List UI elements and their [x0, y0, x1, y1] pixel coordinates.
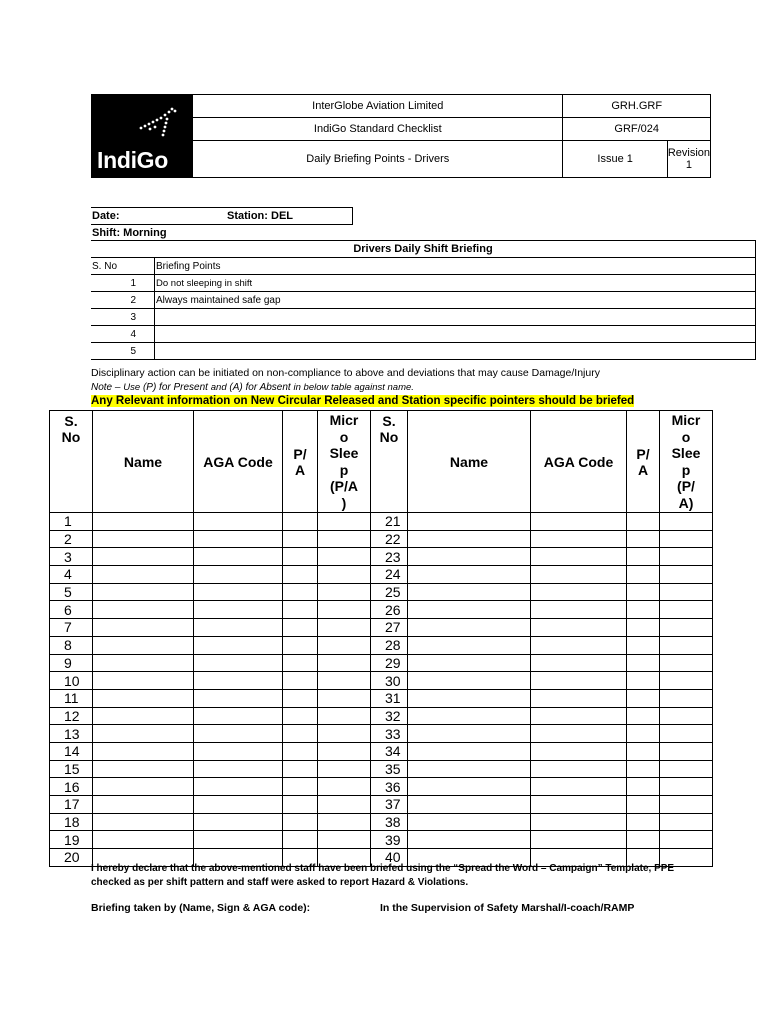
- aga-code-cell[interactable]: [194, 530, 283, 548]
- pa-cell[interactable]: [283, 513, 318, 531]
- micro-sleep-cell[interactable]: [318, 601, 371, 619]
- micro-sleep-cell[interactable]: [660, 725, 713, 743]
- micro-sleep-cell[interactable]: [660, 672, 713, 690]
- name-cell[interactable]: [408, 548, 531, 566]
- table-row: [91, 292, 756, 309]
- table-row: [50, 513, 713, 531]
- name-cell[interactable]: [93, 583, 194, 601]
- issue-number: Issue 1: [563, 141, 667, 178]
- row-number: 27: [371, 619, 408, 637]
- aga-code-cell[interactable]: [531, 636, 627, 654]
- row-number: 13: [50, 725, 93, 743]
- row-number: 26: [371, 601, 408, 619]
- aga-code-cell[interactable]: [531, 530, 627, 548]
- row-number: 5: [50, 583, 93, 601]
- pa-cell[interactable]: [283, 813, 318, 831]
- micro-sleep-cell[interactable]: [660, 654, 713, 672]
- aga-code-cell[interactable]: [194, 548, 283, 566]
- aga-code-cell[interactable]: [531, 778, 627, 796]
- row-number: 20: [50, 849, 93, 867]
- col-header-name: Name: [408, 411, 531, 513]
- note-label: Note –: [91, 382, 121, 393]
- micro-sleep-cell[interactable]: [318, 654, 371, 672]
- aga-code-cell[interactable]: [531, 689, 627, 707]
- declaration-line-2: checked as per shift pattern and staff were asked to report Hazard & Violations.: [91, 877, 469, 888]
- form-number: GRF/024: [563, 118, 711, 141]
- row-number: 21: [371, 513, 408, 531]
- aga-code-cell[interactable]: [531, 654, 627, 672]
- pa-cell[interactable]: [627, 566, 660, 584]
- briefing-row-text: Do not sleeping in shift: [155, 275, 756, 292]
- row-number: 29: [371, 654, 408, 672]
- aga-code-cell[interactable]: [194, 831, 283, 849]
- name-cell[interactable]: [93, 796, 194, 814]
- row-number: 19: [50, 831, 93, 849]
- shift-label: Shift: Morning: [91, 225, 353, 242]
- pa-cell[interactable]: [283, 760, 318, 778]
- name-cell[interactable]: [408, 707, 531, 725]
- aga-code-cell[interactable]: [194, 672, 283, 690]
- micro-sleep-cell[interactable]: [660, 707, 713, 725]
- micro-sleep-cell[interactable]: [660, 760, 713, 778]
- briefing-col-points: Briefing Points: [155, 258, 756, 275]
- aga-code-cell[interactable]: [531, 566, 627, 584]
- row-number: 12: [50, 707, 93, 725]
- name-cell[interactable]: [408, 601, 531, 619]
- row-number: 11: [50, 689, 93, 707]
- row-number: 40: [371, 849, 408, 867]
- name-cell[interactable]: [93, 707, 194, 725]
- name-cell[interactable]: [408, 636, 531, 654]
- pa-cell[interactable]: [283, 796, 318, 814]
- table-row: [50, 742, 713, 760]
- row-number: 33: [371, 725, 408, 743]
- aga-code-cell[interactable]: [194, 796, 283, 814]
- station-label: Station: DEL: [226, 208, 353, 225]
- micro-sleep-cell[interactable]: [660, 796, 713, 814]
- pa-cell[interactable]: [627, 796, 660, 814]
- aga-code-cell[interactable]: [194, 601, 283, 619]
- micro-sleep-cell[interactable]: [660, 742, 713, 760]
- table-row: [50, 760, 713, 778]
- micro-sleep-cell[interactable]: [318, 566, 371, 584]
- row-number: 32: [371, 707, 408, 725]
- micro-sleep-cell[interactable]: [660, 583, 713, 601]
- pa-cell[interactable]: [283, 778, 318, 796]
- name-cell[interactable]: [93, 619, 194, 637]
- pa-cell[interactable]: [283, 636, 318, 654]
- col-header-micro-sleep: Micr o Slee p (P/ A): [660, 411, 713, 513]
- col-header-micro-sleep: Micr o Slee p (P/A ): [318, 411, 371, 513]
- aga-code-cell[interactable]: [531, 672, 627, 690]
- row-number: 2: [50, 530, 93, 548]
- row-number: 18: [50, 813, 93, 831]
- aga-code-cell[interactable]: [531, 831, 627, 849]
- table-row: [50, 707, 713, 725]
- row-number: 9: [50, 654, 93, 672]
- name-cell[interactable]: [93, 742, 194, 760]
- name-cell[interactable]: [93, 725, 194, 743]
- pa-cell[interactable]: [283, 831, 318, 849]
- briefing-row-number: 3: [91, 309, 155, 326]
- aga-code-cell[interactable]: [194, 813, 283, 831]
- name-cell[interactable]: [93, 601, 194, 619]
- row-number: 8: [50, 636, 93, 654]
- name-cell[interactable]: [408, 513, 531, 531]
- table-row: [50, 601, 713, 619]
- row-number: 24: [371, 566, 408, 584]
- micro-sleep-cell[interactable]: [660, 601, 713, 619]
- aga-code-cell[interactable]: [194, 725, 283, 743]
- table-row: [50, 619, 713, 637]
- supervision-label: In the Supervision of Safety Marshal/I-coach/RAMP: [380, 902, 635, 914]
- row-number: 23: [371, 548, 408, 566]
- briefing-row-number: 1: [91, 275, 155, 292]
- micro-sleep-cell[interactable]: [318, 548, 371, 566]
- note-absent: (A) for Absent: [229, 382, 291, 393]
- table-row: [50, 654, 713, 672]
- row-number: 14: [50, 742, 93, 760]
- micro-sleep-cell[interactable]: [318, 530, 371, 548]
- table-row: [91, 326, 756, 343]
- micro-sleep-cell[interactable]: [318, 760, 371, 778]
- briefing-row-number: 5: [91, 343, 155, 360]
- name-cell[interactable]: [93, 566, 194, 584]
- note-and: and: [210, 382, 227, 393]
- highlight-note: Any Relevant information on New Circular Released and Station specific pointers should be briefed: [91, 395, 635, 407]
- aga-code-cell[interactable]: [194, 689, 283, 707]
- pa-cell[interactable]: [627, 513, 660, 531]
- micro-sleep-cell[interactable]: [660, 513, 713, 531]
- table-row: [91, 275, 756, 292]
- micro-sleep-cell[interactable]: [318, 725, 371, 743]
- aga-code-cell[interactable]: [194, 583, 283, 601]
- aga-code-cell[interactable]: [194, 636, 283, 654]
- aga-code-cell[interactable]: [194, 778, 283, 796]
- pa-cell[interactable]: [283, 548, 318, 566]
- aga-code-cell[interactable]: [194, 513, 283, 531]
- document-title: Daily Briefing Points - Drivers: [193, 141, 563, 178]
- attendance-note: [91, 381, 414, 393]
- note-tail: in below table against name.: [293, 382, 414, 393]
- checklist-name: IndiGo Standard Checklist: [193, 118, 563, 141]
- micro-sleep-cell[interactable]: [318, 689, 371, 707]
- pa-cell[interactable]: [283, 583, 318, 601]
- row-number: 6: [50, 601, 93, 619]
- row-number: 34: [371, 742, 408, 760]
- aga-code-cell[interactable]: [194, 619, 283, 637]
- pa-cell[interactable]: [283, 566, 318, 584]
- table-row: [50, 831, 713, 849]
- name-cell[interactable]: [93, 530, 194, 548]
- col-header-sno: S. No: [50, 411, 93, 513]
- aga-code-cell[interactable]: [531, 742, 627, 760]
- briefing-col-sno: S. No: [91, 258, 155, 275]
- name-cell[interactable]: [408, 742, 531, 760]
- row-number: 10: [50, 672, 93, 690]
- row-number: 39: [371, 831, 408, 849]
- briefing-row-text: [155, 309, 756, 326]
- col-header-pa: P/ A: [283, 411, 318, 513]
- aga-code-cell[interactable]: [531, 548, 627, 566]
- pa-cell[interactable]: [283, 601, 318, 619]
- logo: [92, 95, 193, 178]
- pa-cell[interactable]: [627, 831, 660, 849]
- table-row: [50, 636, 713, 654]
- table-row: [50, 583, 713, 601]
- aga-code-cell[interactable]: [531, 601, 627, 619]
- revision-number: Revision 1: [667, 141, 710, 178]
- shift-info: [91, 207, 353, 241]
- row-number: 30: [371, 672, 408, 690]
- name-cell[interactable]: [408, 796, 531, 814]
- pa-cell[interactable]: [283, 707, 318, 725]
- aga-code-cell[interactable]: [531, 760, 627, 778]
- row-number: 22: [371, 530, 408, 548]
- name-cell[interactable]: [408, 566, 531, 584]
- name-cell[interactable]: [93, 813, 194, 831]
- row-number: 1: [50, 513, 93, 531]
- col-header-aga-code: AGA Code: [531, 411, 627, 513]
- pa-cell[interactable]: [283, 530, 318, 548]
- declaration-line-1: I hereby declare that the above-mentioned staff have been briefed using the “Spread the Word – Campaign” Template, PPE: [91, 863, 675, 874]
- briefing-row-text: [155, 343, 756, 360]
- aga-code-cell[interactable]: [531, 796, 627, 814]
- name-cell[interactable]: [408, 530, 531, 548]
- micro-sleep-cell[interactable]: [318, 583, 371, 601]
- micro-sleep-cell[interactable]: [660, 831, 713, 849]
- pa-cell[interactable]: [627, 654, 660, 672]
- row-number: 17: [50, 796, 93, 814]
- name-cell[interactable]: [93, 654, 194, 672]
- aga-code-cell[interactable]: [531, 707, 627, 725]
- micro-sleep-cell[interactable]: [660, 813, 713, 831]
- pa-cell[interactable]: [283, 672, 318, 690]
- aga-code-cell[interactable]: [194, 566, 283, 584]
- col-header-name: Name: [93, 411, 194, 513]
- pa-cell[interactable]: [627, 601, 660, 619]
- name-cell[interactable]: [408, 760, 531, 778]
- pa-cell[interactable]: [627, 636, 660, 654]
- table-row: [50, 530, 713, 548]
- name-cell[interactable]: [408, 619, 531, 637]
- row-number: 37: [371, 796, 408, 814]
- table-row: [50, 689, 713, 707]
- micro-sleep-cell[interactable]: [318, 513, 371, 531]
- name-cell[interactable]: [408, 778, 531, 796]
- document-header: [91, 94, 711, 178]
- briefing-row-number: 2: [91, 292, 155, 309]
- micro-sleep-cell[interactable]: [660, 689, 713, 707]
- table-row: [50, 813, 713, 831]
- aga-code-cell[interactable]: [194, 760, 283, 778]
- doc-code: GRH.GRF: [563, 95, 711, 118]
- row-number: 31: [371, 689, 408, 707]
- name-cell[interactable]: [408, 813, 531, 831]
- pa-cell[interactable]: [283, 654, 318, 672]
- row-number: 7: [50, 619, 93, 637]
- aga-code-cell[interactable]: [531, 619, 627, 637]
- aga-code-cell[interactable]: [531, 583, 627, 601]
- table-row: [50, 566, 713, 584]
- row-number: 16: [50, 778, 93, 796]
- name-cell[interactable]: [408, 831, 531, 849]
- micro-sleep-cell[interactable]: [318, 778, 371, 796]
- pa-cell[interactable]: [283, 619, 318, 637]
- row-number: 25: [371, 583, 408, 601]
- briefing-row-text: [155, 326, 756, 343]
- row-number: 35: [371, 760, 408, 778]
- aga-code-cell[interactable]: [194, 654, 283, 672]
- row-number: 36: [371, 778, 408, 796]
- row-number: 15: [50, 760, 93, 778]
- row-number: 4: [50, 566, 93, 584]
- aga-code-cell[interactable]: [531, 813, 627, 831]
- aga-code-cell[interactable]: [531, 513, 627, 531]
- name-cell[interactable]: [93, 636, 194, 654]
- airplane-logo-icon: [138, 105, 182, 139]
- table-row: [50, 672, 713, 690]
- briefing-title: Drivers Daily Shift Briefing: [91, 241, 756, 258]
- pa-cell[interactable]: [627, 725, 660, 743]
- pa-cell[interactable]: [627, 583, 660, 601]
- aga-code-cell[interactable]: [194, 742, 283, 760]
- table-row: [50, 796, 713, 814]
- micro-sleep-cell[interactable]: [660, 636, 713, 654]
- briefing-points-table: [91, 240, 756, 360]
- name-cell[interactable]: [408, 654, 531, 672]
- row-number: 28: [371, 636, 408, 654]
- micro-sleep-cell[interactable]: [318, 672, 371, 690]
- note-use: Use: [123, 382, 141, 393]
- name-cell[interactable]: [408, 689, 531, 707]
- pa-cell[interactable]: [627, 778, 660, 796]
- col-header-sno: S. No: [371, 411, 408, 513]
- micro-sleep-cell[interactable]: [318, 707, 371, 725]
- name-cell[interactable]: [93, 760, 194, 778]
- micro-sleep-cell[interactable]: [318, 636, 371, 654]
- pa-cell[interactable]: [627, 672, 660, 690]
- name-cell[interactable]: [93, 672, 194, 690]
- aga-code-cell[interactable]: [194, 707, 283, 725]
- name-cell[interactable]: [408, 672, 531, 690]
- aga-code-cell[interactable]: [531, 725, 627, 743]
- pa-cell[interactable]: [283, 689, 318, 707]
- row-number: 3: [50, 548, 93, 566]
- name-cell[interactable]: [93, 689, 194, 707]
- name-cell[interactable]: [93, 548, 194, 566]
- date-label: Date:: [91, 208, 226, 225]
- pa-cell[interactable]: [627, 689, 660, 707]
- attendance-table: [49, 410, 713, 867]
- table-row: [50, 778, 713, 796]
- micro-sleep-cell[interactable]: [318, 619, 371, 637]
- pa-cell[interactable]: [627, 530, 660, 548]
- name-cell[interactable]: [408, 725, 531, 743]
- logo-wordmark: IndiGo: [97, 147, 169, 173]
- col-header-pa: P/ A: [627, 411, 660, 513]
- micro-sleep-cell[interactable]: [660, 619, 713, 637]
- micro-sleep-cell[interactable]: [318, 742, 371, 760]
- name-cell[interactable]: [93, 513, 194, 531]
- briefing-row-text: Always maintained safe gap: [155, 292, 756, 309]
- micro-sleep-cell[interactable]: [318, 813, 371, 831]
- pa-cell[interactable]: [283, 725, 318, 743]
- name-cell[interactable]: [93, 831, 194, 849]
- col-header-aga-code: AGA Code: [194, 411, 283, 513]
- disciplinary-note: Disciplinary action can be initiated on non-compliance to above and deviations that may cause Damage/Injury: [91, 367, 600, 379]
- name-cell[interactable]: [408, 583, 531, 601]
- pa-cell[interactable]: [627, 742, 660, 760]
- table-row: [91, 309, 756, 326]
- note-present: (P) for Present: [142, 382, 208, 393]
- pa-cell[interactable]: [627, 813, 660, 831]
- name-cell[interactable]: [93, 778, 194, 796]
- table-row: [91, 343, 756, 360]
- micro-sleep-cell[interactable]: [660, 530, 713, 548]
- table-row: [50, 548, 713, 566]
- briefing-row-number: 4: [91, 326, 155, 343]
- company-name: InterGlobe Aviation Limited: [193, 95, 563, 118]
- pa-cell[interactable]: [627, 619, 660, 637]
- pa-cell[interactable]: [627, 548, 660, 566]
- micro-sleep-cell[interactable]: [660, 548, 713, 566]
- micro-sleep-cell[interactable]: [318, 796, 371, 814]
- pa-cell[interactable]: [627, 760, 660, 778]
- micro-sleep-cell[interactable]: [660, 778, 713, 796]
- table-row: [50, 725, 713, 743]
- row-number: 38: [371, 813, 408, 831]
- micro-sleep-cell[interactable]: [660, 566, 713, 584]
- briefing-taken-by: Briefing taken by (Name, Sign & AGA code):: [91, 902, 311, 914]
- micro-sleep-cell[interactable]: [318, 831, 371, 849]
- pa-cell[interactable]: [283, 742, 318, 760]
- pa-cell[interactable]: [627, 707, 660, 725]
